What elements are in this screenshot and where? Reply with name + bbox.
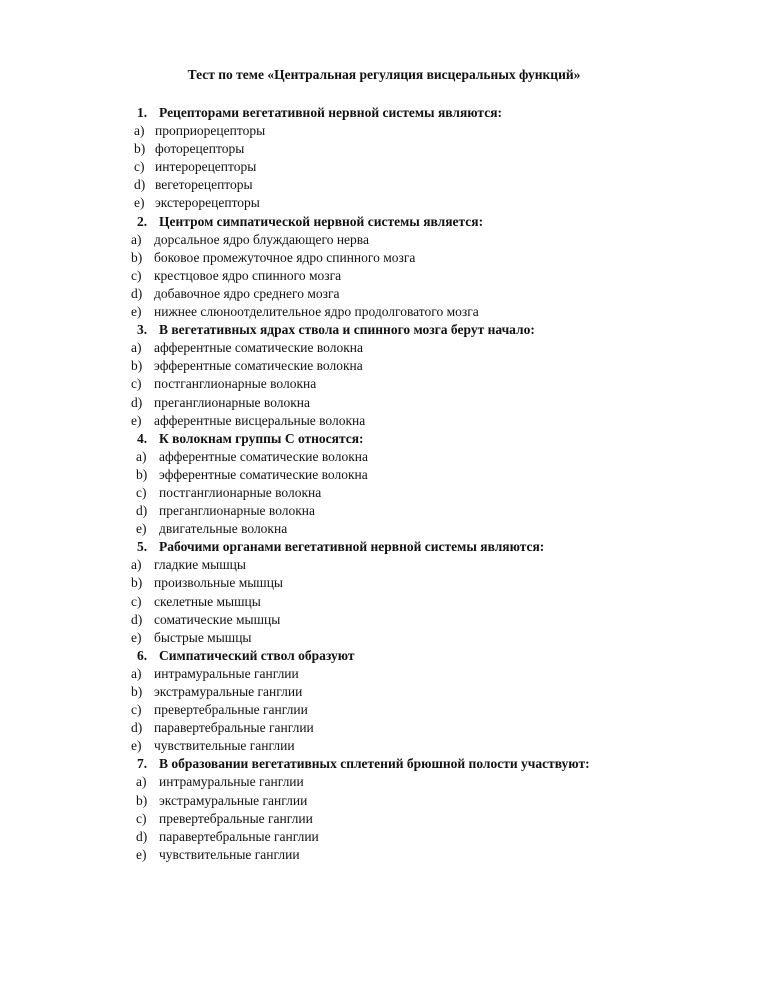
- question-4: [0, 430, 768, 539]
- option-a: [0, 665, 768, 683]
- option-text: двигательные волокна: [159, 521, 288, 537]
- option-text: интрамуральные ганглии: [159, 774, 304, 790]
- option-b: [0, 357, 768, 375]
- option-c: [0, 484, 768, 502]
- option-text: постганглионарные волокна: [159, 484, 322, 500]
- option-c: [0, 158, 768, 176]
- option-d: [0, 611, 768, 629]
- option-label: b): [136, 466, 148, 482]
- option-d: [0, 502, 768, 520]
- option-text: афферентные соматические волокна: [159, 448, 369, 464]
- option-text: чувствительные ганглии: [159, 846, 300, 862]
- option-a: [0, 231, 768, 249]
- option-text: нижнее слюноотделительное ядро продолговатого мозга: [154, 304, 479, 320]
- option-label: d): [131, 611, 143, 627]
- option-a: [0, 773, 768, 791]
- question-3: [0, 321, 768, 430]
- option-e: [0, 737, 768, 755]
- option-text: вегеторецепторы: [155, 177, 253, 193]
- option-label: c): [136, 810, 147, 826]
- question-text: К волокнам группы С относятся:: [159, 430, 364, 446]
- option-text: чувствительные ганглии: [154, 738, 295, 754]
- question-heading: [0, 538, 768, 556]
- option-e: [0, 520, 768, 538]
- option-text: экстрамуральные ганглии: [154, 684, 303, 699]
- option-d: [0, 828, 768, 846]
- option-c: [0, 701, 768, 719]
- option-label: e): [131, 412, 142, 428]
- option-label: b): [131, 358, 143, 374]
- page-title: Тест по теме «Центральная регуляция висцеральных функций»: [187, 67, 581, 82]
- option-text: интрамуральные ганглии: [154, 665, 299, 681]
- question-text: Рабочими органами вегетативной нервной системы являются:: [159, 539, 545, 555]
- option-label: d): [131, 285, 143, 301]
- option-label: a): [131, 665, 142, 681]
- option-c: [0, 810, 768, 828]
- option-label: e): [136, 521, 147, 537]
- question-number: 4.: [137, 430, 148, 446]
- option-text: экстрамуральные ганглии: [159, 792, 308, 808]
- question-text: В образовании вегетативных сплетений брюшной полости участвуют:: [159, 756, 590, 772]
- option-b: [0, 466, 768, 484]
- option-label: e): [134, 195, 145, 211]
- option-b: [0, 683, 768, 701]
- question-heading: [0, 647, 768, 665]
- option-b: [0, 574, 768, 592]
- option-b: [0, 249, 768, 267]
- option-label: c): [136, 484, 147, 500]
- option-text: добавочное ядро среднего мозга: [154, 285, 340, 301]
- option-e: [0, 303, 768, 321]
- option-text: афферентные висцеральные волокна: [154, 412, 366, 428]
- option-text: превертебральные ганглии: [154, 702, 308, 718]
- option-text: соматические мышцы: [154, 611, 281, 627]
- option-c: [0, 593, 768, 611]
- option-a: [0, 448, 768, 466]
- question-heading: [0, 213, 768, 231]
- question-text: Центром симпатической нервной системы является:: [159, 213, 484, 229]
- option-text: афферентные соматические волокна: [154, 340, 364, 356]
- option-c: [0, 375, 768, 393]
- option-label: a): [131, 557, 142, 573]
- option-a: [0, 122, 768, 140]
- question-text: Рецепторами вегетативной нервной системы являются:: [159, 105, 502, 120]
- option-label: a): [136, 774, 147, 790]
- question-number: 7.: [137, 756, 148, 772]
- option-label: d): [131, 720, 143, 736]
- option-text: крестцовое ядро спинного мозга: [154, 267, 342, 283]
- option-e: [0, 194, 768, 212]
- option-text: дорсальное ядро блуждающего нерва: [154, 231, 369, 247]
- option-d: [0, 394, 768, 412]
- question-1: [0, 104, 768, 213]
- option-label: c): [131, 702, 142, 718]
- option-d: [0, 176, 768, 194]
- option-label: c): [131, 376, 142, 392]
- option-label: b): [131, 249, 143, 265]
- option-text: преганглионарные волокна: [159, 503, 316, 519]
- option-text: эфферентные соматические волокна: [159, 466, 368, 482]
- option-label: c): [131, 267, 142, 283]
- option-b: [0, 792, 768, 810]
- option-label: a): [136, 448, 147, 464]
- option-label: c): [131, 593, 142, 609]
- option-d: [0, 719, 768, 737]
- option-label: a): [131, 340, 142, 356]
- option-text: боковое промежуточное ядро спинного мозга: [154, 249, 416, 265]
- question-heading: [0, 321, 768, 339]
- option-text: постганглионарные волокна: [154, 376, 317, 392]
- option-label: b): [131, 575, 143, 591]
- option-a: [0, 339, 768, 357]
- option-text: интерорецепторы: [155, 159, 257, 175]
- question-number: 1.: [137, 105, 148, 120]
- option-e: [0, 846, 768, 864]
- option-c: [0, 267, 768, 285]
- option-text: паравертебральные ганглии: [159, 828, 319, 844]
- option-label: e): [131, 738, 142, 754]
- option-text: фоторецепторы: [155, 141, 245, 157]
- option-label: d): [136, 503, 148, 519]
- option-label: e): [131, 629, 142, 645]
- option-text: проприорецепторы: [155, 123, 266, 139]
- question-5: [0, 538, 768, 647]
- option-label: e): [136, 846, 147, 862]
- option-label: b): [136, 792, 148, 808]
- option-label: a): [131, 231, 142, 247]
- option-d: [0, 285, 768, 303]
- option-label: e): [131, 304, 142, 320]
- question-heading: [0, 430, 768, 448]
- option-text: гладкие мышцы: [154, 557, 246, 573]
- option-label: b): [131, 684, 143, 699]
- option-text: паравертебральные ганглии: [154, 720, 314, 736]
- question-7: [0, 755, 768, 864]
- question-number: 5.: [137, 539, 148, 555]
- question-text: Симпатический ствол образуют: [159, 647, 355, 663]
- option-e: [0, 412, 768, 430]
- option-text: превертебральные ганглии: [159, 810, 313, 826]
- question-heading: [0, 755, 768, 773]
- option-text: быстрые мышцы: [154, 629, 252, 645]
- option-label: d): [136, 828, 148, 844]
- option-text: произвольные мышцы: [154, 575, 283, 591]
- option-e: [0, 629, 768, 647]
- option-b: [0, 140, 768, 158]
- question-list: [0, 104, 768, 864]
- option-text: скелетные мышцы: [154, 593, 261, 609]
- option-text: эфферентные соматические волокна: [154, 358, 363, 374]
- option-a: [0, 556, 768, 574]
- option-label: d): [131, 394, 143, 410]
- option-label: a): [134, 123, 145, 139]
- question-number: 6.: [137, 647, 148, 663]
- option-text: преганглионарные волокна: [154, 394, 311, 410]
- question-heading: [0, 104, 768, 122]
- option-label: b): [134, 141, 146, 157]
- question-text: В вегетативных ядрах ствола и спинного мозга берут начало:: [159, 322, 535, 338]
- question-6: [0, 647, 768, 756]
- question-2: [0, 213, 768, 322]
- question-number: 2.: [137, 213, 148, 229]
- option-text: экстерорецепторы: [155, 195, 260, 211]
- question-number: 3.: [137, 322, 148, 338]
- option-label: c): [134, 159, 145, 175]
- option-label: d): [134, 177, 146, 193]
